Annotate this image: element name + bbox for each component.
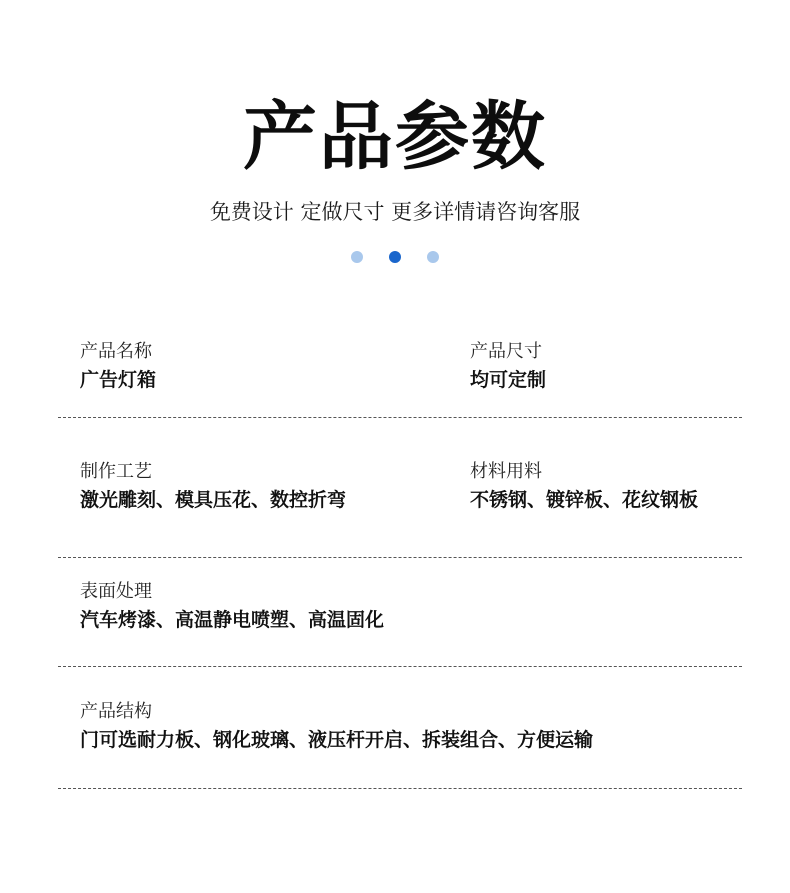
- page-subtitle: 免费设计 定做尺寸 更多详情请咨询客服: [209, 200, 581, 224]
- pagination-dot[interactable]: [427, 251, 439, 263]
- spec-row: [58, 340, 742, 418]
- page-title: 产品参数: [243, 94, 547, 180]
- spec-value: 门可选耐力板、钢化玻璃、液压杆开启、拆装组合、方便运输: [80, 729, 594, 751]
- spec-cell: [470, 340, 546, 394]
- spec-cell: [80, 340, 156, 394]
- spec-value: 均可定制: [470, 369, 547, 391]
- spec-cell: [80, 460, 346, 514]
- pagination-dot-active[interactable]: [389, 251, 401, 263]
- spec-label: 产品尺寸: [470, 341, 542, 362]
- spec-value: 不锈钢、镀锌板、花纹钢板: [470, 489, 699, 511]
- spec-label: 制作工艺: [80, 461, 152, 482]
- spec-row: [58, 460, 742, 558]
- pagination-dots: [0, 251, 790, 263]
- spec-label: 产品名称: [80, 341, 152, 362]
- spec-value: 激光雕刻、模具压花、数控折弯: [80, 489, 347, 511]
- spec-cell: [80, 580, 384, 634]
- spec-label: 产品结构: [80, 701, 152, 722]
- spec-row: [58, 700, 742, 789]
- spec-cell: [470, 460, 698, 514]
- spec-label: 材料用料: [470, 461, 542, 482]
- spec-row: [58, 580, 742, 667]
- spec-value: 汽车烤漆、高温静电喷塑、高温固化: [80, 609, 385, 631]
- pagination-dot[interactable]: [351, 251, 363, 263]
- spec-label: 表面处理: [80, 581, 152, 602]
- spec-cell: [80, 700, 593, 754]
- spec-value: 广告灯箱: [80, 369, 157, 391]
